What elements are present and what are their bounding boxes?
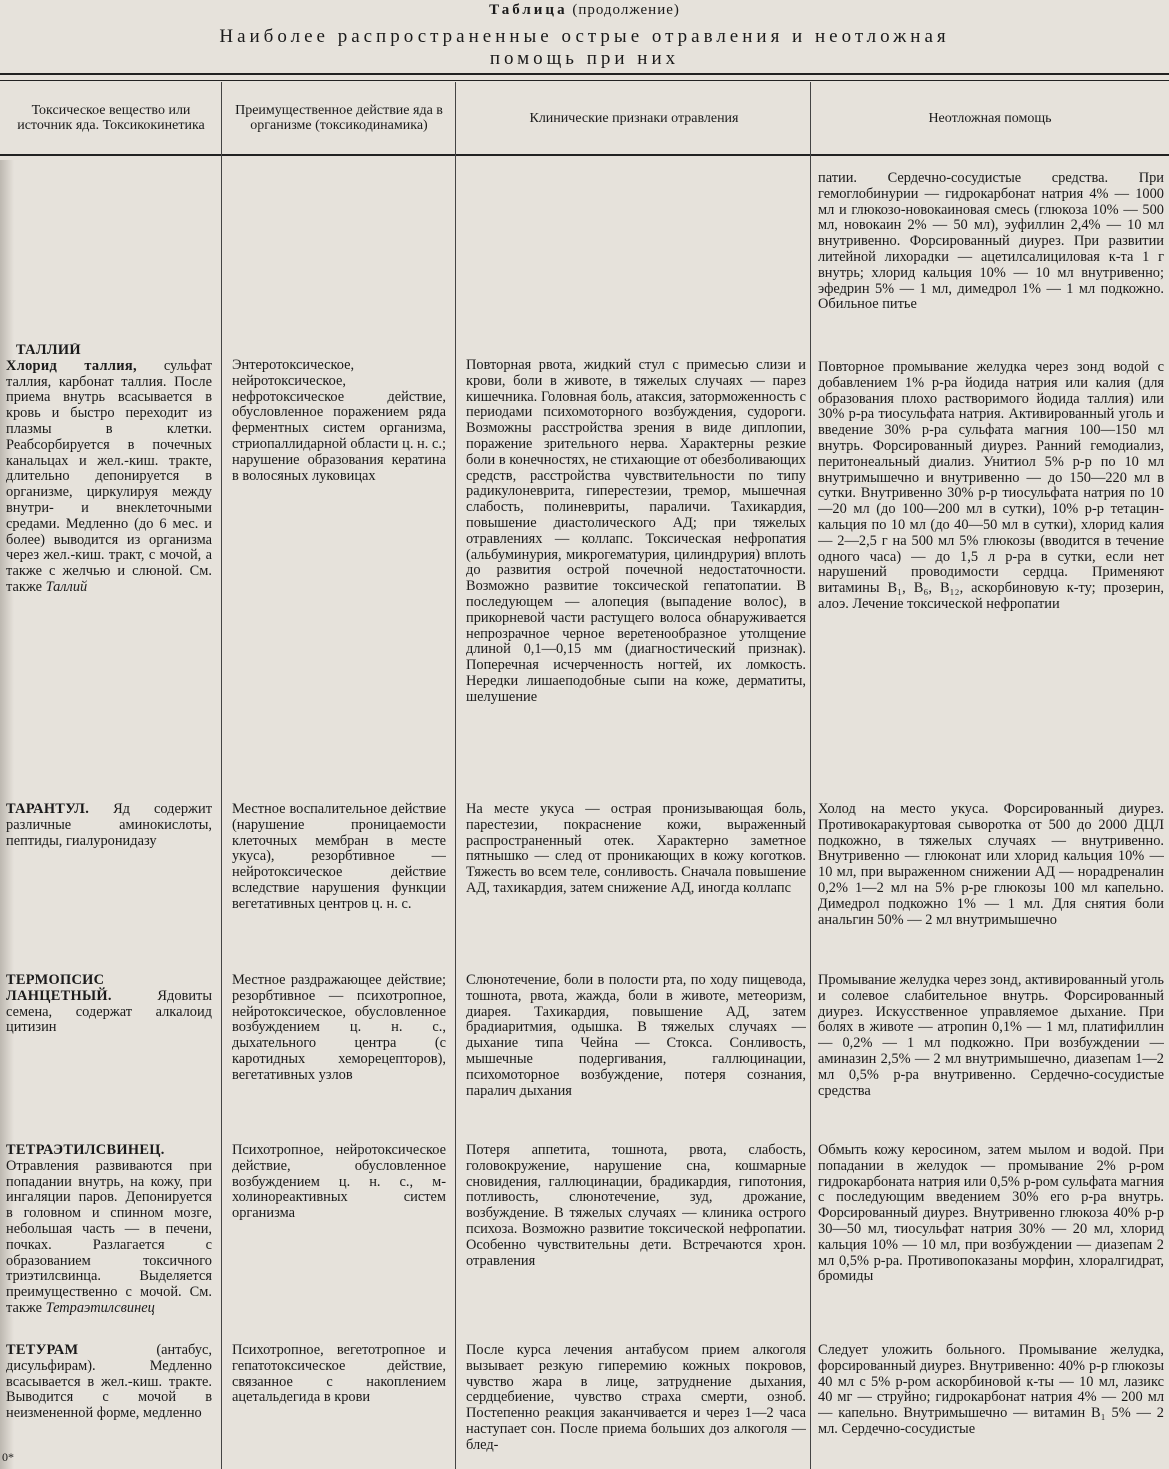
page-number: 0*	[2, 1450, 14, 1464]
substance-text: (антабус, дисульфирам). Медленно всасывается в жел.-киш. тракте. Выводится с мочой в неизмененной форме, медленно	[6, 1343, 212, 1422]
row-teturam-signs: После курса лечения антабусом прием алкоголя вызывает резкую гиперемию кожных покровов, чувство жара в лице, затруднение дыхания, сердцебиение, чувство страха смерти, озноб. Постепенно реакция заканчивается и через 1—2 часа наступает сон. После приема больших доз алкоголя — блед-	[466, 1343, 806, 1453]
title-line-1: Наиболее распространенные острые отравления и неотложная	[219, 26, 950, 47]
substance-text: Яд содержит различные аминокислоты, пептиды, гиалуронидазу	[6, 802, 212, 849]
see-also-link[interactable]: Тетраэтилсвинец	[45, 1299, 155, 1316]
row-thallium-substance	[6, 343, 212, 596]
row-name: ТАЛЛИЙ	[16, 343, 81, 358]
row-tetraethyllead-help: Обмыть кожу керосином, затем мылом и водой. При попадании в желудок — промывание 2% р-ром гидрокарбоната натрия или 0,5% р-ром сульфата магния с последующим введением 30% его р-ра внутрь. Форсированный диурез. Внутривенно глюкоза 40% р-р 30—50 мл, тиосульфат натрия 30% — 20 мл, хлорид кальция 10% — 10 мл, при возбуждении — диазепам 2 мл 0,5% р-ра. Противопоказаны морфин, хлоралгидрат, бромиды	[818, 1143, 1164, 1285]
header-rule	[0, 154, 1169, 156]
top-rule	[0, 73, 1169, 75]
header-signs: Клинические признаки отравления	[529, 110, 739, 126]
row-thallium-help: Повторное промывание желудка через зонд водой с добавлением 1% р-ра йодида натрия или калия (для образования плохо растворимого йодида таллия) или 30% р-ра тиосульфата натрия. Активированный уголь и введение 30% р-ра сульфата магния 100—150 мл внутрь. Форсированный диурез. Ранний гемодиализ, перитонеальный диализ. Унитиол 5% р-р по 10 мл внутримышечно и внутривенно — до 150—220 мл в сутки. Внутривенно 30% р-р тиосульфата натрия по 10—20 мл (до 100—200 мл в сутки), 10% р-р тетацин-кальция по 10 мл (до 40—50 мл в сутки), хлорид калия — 2—2,5 г на 500 мл 5% глюкозы (вводится в течение одного часа) — до 1,5 л р-ра в сутки, если нет нарушений проводимости сердца. Применяют витамины B₁, B₆, B₁₂, аскорбиновую к-ту; прозерин, алоэ. Лечение токсической нефропатии	[818, 360, 1164, 612]
substance-text: Отравления развиваются при попадании внутрь, на кожу, при ингаляции паров. Депонируется в головном и спинном мозге, небольшая часть — в печени, почках. Разлагается с образованием токсичного триэтилсвинца. Выделяется преимущественно с мочой. См. также	[6, 1157, 212, 1316]
row-tarantula-help: Холод на место укуса. Форсированный диурез. Противокаракуртовая сыворотка от 500 до 2000 ДЦЛ подкожно, в тяжелых случаях — внутривенно. Внутривенно — глюконат или хлорид кальция 10% — 10 мл, при выраженном снижении АД — норадреналин 0,2% 1—2 мл на 5% р-ре глюкозы 100 мл капельно. Димедрол подкожно 1% — 1 мл. Для снятия боли анальгин 50% — 2 мл внутримышечно	[818, 802, 1164, 928]
row-thermopsis-substance	[6, 973, 212, 1036]
row-tetraethyllead-signs: Потеря аппетита, тошнота, рвота, слабость, головокружение, нарушение сна, кошмарные сновидения, галлюцинации, брадикардия, гипотония, потливость, слюнотечение, зуд, дрожание, возбуждение. В тяжелых случаях — клиника острого психоза. Возможно развитие токсической нефропатии. Особенно чувствительны дети. Встречаются хрон. отравления	[466, 1143, 806, 1269]
row-thallium-signs: Повторная рвота, жидкий стул с примесью слизи и крови, боли в животе, в тяжелых случаях — парез кишечника. Головная боль, атаксия, заторможенность с периодами психомоторного возбуждения, судороги. Возможны расстройства зрения в виде диплопии, поражение зрительного нерва. Характерны резкие боли в конечностях, не стихающие от обезболивающих средств, расстройства чувствительности по типу радикулоневрита, гиперестезии, тремор, мышечная слабость, полиневриты, параличи. Тахикардия, повышение диастолического АД; при тяжелых отравлениях — коллапс. Токсическая нефропатия (альбуминурия, микрогематурия, цилиндрурия) вплоть до развития острой почечной недостаточности. Возможно развитие токсической гепатопатии. В последующем — алопеция (выпадение волос), в прикорневой части растущего волоса обнаруживается непрозрачное черное веретенообразное утолщение длиной 0,1—0,15 мм (диагностический признак). Поперечная исчерченность ногтей, их ломкость. Нередки лишаеподобные сыпи на коже, дерматиты, шелушение	[466, 358, 806, 705]
column-divider-1	[221, 82, 222, 1469]
continued-help-text: патии. Сердечно-сосудистые средства. При гемоглобинурии — гидрокарбонат натрия 4% — 1000 мл и глюкозо-новокаиновая смесь (глюкоза 10% — 500 мл, новокаин 2% — 50 мл), эуфиллин 2,4% — 10 мл внутривенно. Форсированный диурез. При развитии литейной лихорадки — ацетилсалициловая к-та 1 г внутрь; хлорид кальция 10% — 10 мл внутривенно; эфедрин 5% — 1 мл, димедрол 1% — 1 мл подкожно. Обильное питье	[818, 171, 1164, 313]
header-substance: Токсическое вещество или источник яда. Токсикокинетика	[17, 103, 205, 133]
row-name: ТЕРМОПСИС ЛАНЦЕТНЫЙ.	[6, 973, 112, 1004]
substance-bold: Хлорид таллия,	[6, 357, 137, 374]
see-also-link[interactable]: Таллий	[45, 578, 88, 595]
column-divider-3	[810, 82, 811, 1469]
substance-text: сульфат таллия, карбонат таллия. После приема внутрь всасывается в кровь и быстро переходит из плазмы в клетки. Реабсорбируется в почечных канальцах и жел.-киш. тракте, длительно депонируется в организме, циркулируя между внутри- и внеклеточными средами. Медленно (до 6 мес. и более) выводится из организма через жел.-киш. тракт, с мочой, а также с желчью и слюной. См. также	[6, 357, 212, 595]
row-name: ТЕТУРАМ	[6, 1343, 79, 1358]
row-tarantula-signs: На месте укуса — острая пронизывающая боль, парестезии, покраснение кожи, выраженный распространенный отек. Характерно заметное пятнышко — след от проникающих в кожу коготков. Тяжесть во всем теле, сонливость. Сначала повышение АД, тахикардия, затем снижение АД, иногда коллапс	[466, 802, 806, 896]
row-thermopsis-action: Местное раздражающее действие; резорбтивное — психотропное, нейротоксическое, обусловленное возбуждением ц. н. с., дыхательного центра (с каротидных хеморецепторов), вегетативных узлов	[232, 973, 446, 1083]
row-name: ТАРАНТУЛ.	[6, 802, 90, 817]
title-line-2: помощь при них	[489, 48, 680, 69]
header-help: Неотложная помощь	[928, 110, 1052, 126]
row-teturam-help: Следует уложить больного. Промывание желудка, форсированный диурез. Внутривенно: 40% р-р глюкозы 40 мл с 5% р-ром аскорбиновой к-ты — 10 мл, лазикс 40 мг — струйно; гидрокарбонат натрия 4% — 200 мл — капельно. Внутримышечно — витамин B₁ 5% — 2 мл. Сердечно-сосудистые	[818, 1343, 1164, 1437]
table-title	[0, 26, 1169, 70]
row-tarantula-action: Местное воспалительное действие (нарушение проницаемости клеточных мембран в месте укуса), резорбтивное — нейротоксическое действие вследствие нарушения функции вегетативных центров ц. н. с.	[232, 802, 446, 912]
table-caption	[0, 2, 1169, 19]
row-tetraethyllead-substance	[6, 1143, 212, 1317]
column-divider-2	[455, 82, 456, 1469]
row-tarantula-substance	[6, 802, 212, 849]
row-name: ТЕТРАЭТИЛСВИНЕЦ.	[6, 1143, 165, 1158]
row-tetraethyllead-action: Психотропное, нейротоксическое действие, обусловленное возбуждением ц. н. с., м-холинореактивных систем организма	[232, 1143, 446, 1222]
row-thallium-action: Энтеротоксическое, нейротоксическое, нефротоксическое действие, обусловленное поражением ряда ферментных систем организма, стриопаллидарной области ц. н. с.; нарушение образования кератина в волосяных луковицах	[232, 358, 446, 484]
caption-note: (продолжение)	[572, 2, 680, 18]
substance-text: Ядовиты семена, содержат алкалоид цитизин	[6, 987, 212, 1036]
caption-label: Таблица	[489, 2, 568, 18]
row-thermopsis-signs: Слюнотечение, боли в полости рта, по ходу пищевода, тошнота, рвота, жажда, боли в животе, метеоризм, диарея. Тахикардия, повышение АД, затем брадиаритмия, одышка. В тяжелых случаях — дыхание типа Чейна — Стокса. Сонливость, мышечные подергивания, галлюцинации, психомоторное возбуждение, потеря сознания, паралич дыхания	[466, 973, 806, 1099]
row-teturam-substance	[6, 1343, 212, 1422]
top-rule-thin	[0, 80, 1169, 81]
row-teturam-action: Психотропное, вегетотропное и гепатотоксическое действие, связанное с накоплением ацетальдегида в крови	[232, 1343, 446, 1406]
row-thermopsis-help: Промывание желудка через зонд, активированный уголь и солевое слабительное внутрь. Форсированный диурез. Искусственное управляемое дыхание. При болях в животе — атропин 0,1% — 1 мл, платифиллин — 0,2% — 1 мл подкожно. При возбуждении — аминазин 2,5% — 2 мл внутримышечно, диазепам 1—2 мл 0,5% р-ра внутривенно. Сердечно-сосудистые средства	[818, 973, 1164, 1099]
header-action: Преимущественное действие яда в организме (токсикодинамика)	[235, 103, 443, 133]
